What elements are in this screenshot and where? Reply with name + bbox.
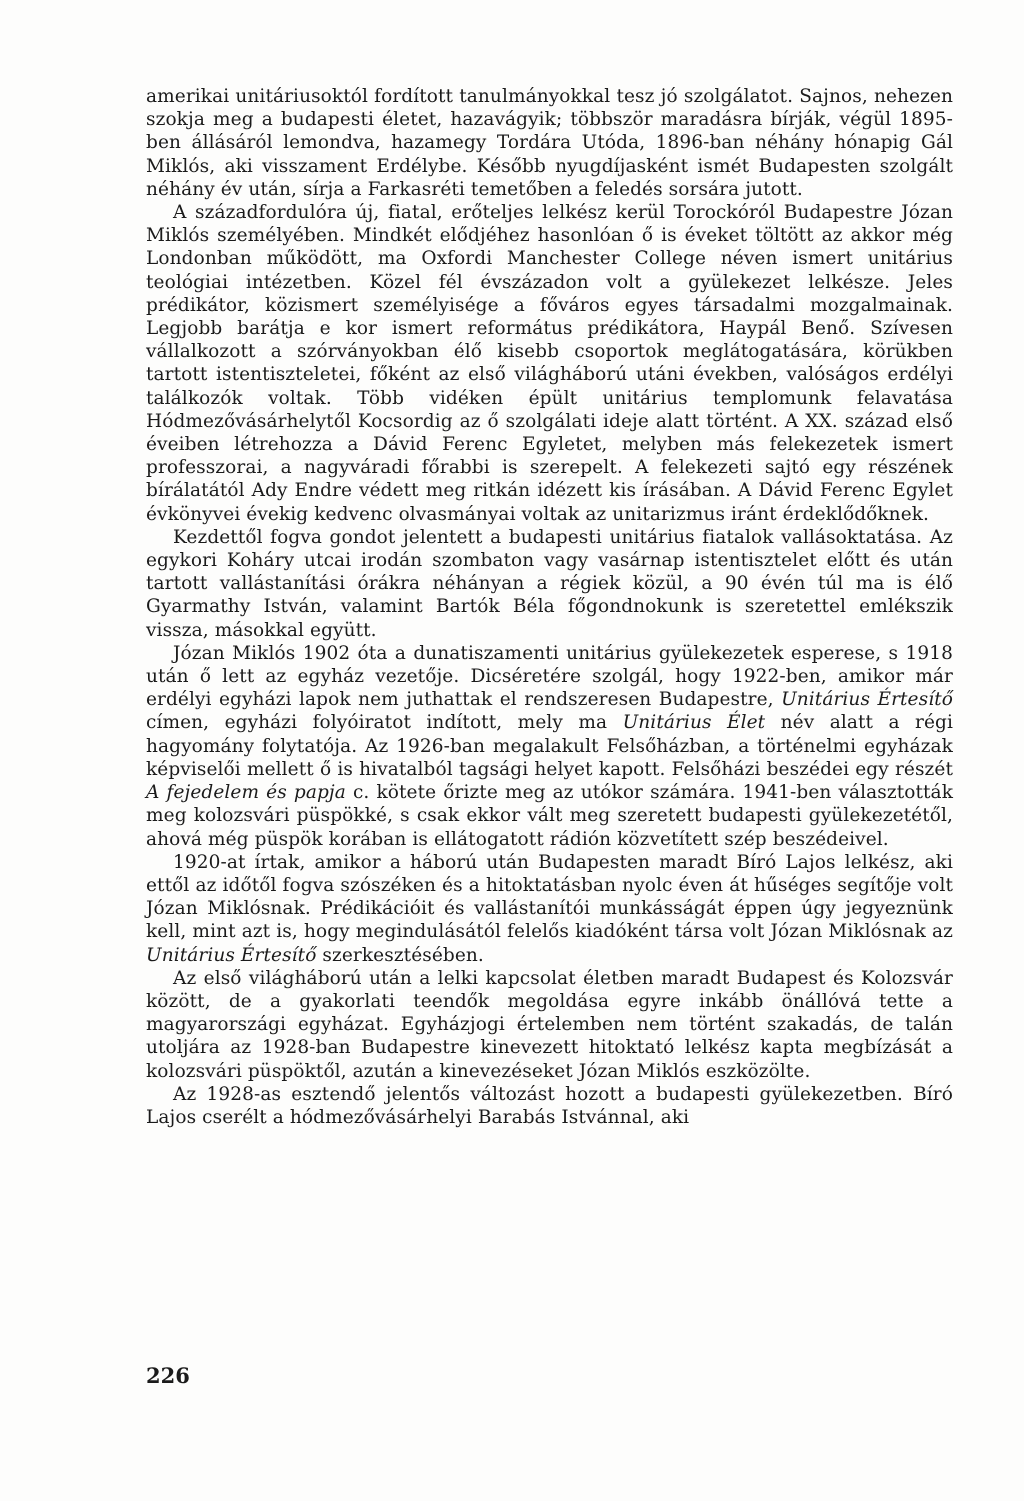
paragraph-5 (146, 851, 953, 967)
paragraph-2: A századfordulóra új, fiatal, erőteljes lelkész kerül Torockóról Budapestre Józan Miklós személyében. Mindkét elődjéhez hasonlóan ő is éveket töltött az akkor még Londonban működött, ma Oxfordi Manchester College néven ismert unitárius teológiai intézetben. Közel fél évszázadon volt a gyülekezet lelkésze. Jeles prédikátor, közismert személyisége a főváros egyes társadalmi mozgalmainak. Legjobb barátja e kor ismert református prédikátora, Haypál Benő. Szívesen vállalkozott a szórványokban élő kisebb csoportok meglátogatására, körükben tartott istentiszteletei, főként az első világháború utáni években, valóságos erdélyi találkozók voltak. Több vidéken épült unitárius templomunk felavatása Hódmezővásárhelytől Kocsordig az ő szolgálati ideje alatt történt. A XX. század első éveiben létrehozza a Dávid Ferenc Egyletet, melyben más felekezetek ismert professzorai, a nagyváradi főrabbi is szerepelt. A felekezeti sajtó egy részének bírálatától Ady Endre védett meg ritkán idézett kis írásában. A Dávid Ferenc Egylet évkönyvei évekig kedvenc olvasmányai voltak az unitarizmus iránt érdeklődőknek. (146, 202, 953, 525)
paragraph-4-text-1: Józan Miklós 1902 óta a dunatiszamenti unitárius gyülekezetek esperese, s 1918 után ő lett az egyház vezetője. Dicséretére szolgál, hogy 1922-ben, amikor már erdélyi egyházi lapok nem juthattak el rendszeresen Budapestre, (146, 642, 953, 711)
journal-title-unitarius-elet: Unitárius Élet (622, 712, 766, 734)
paragraph-4-text-2: címen, egyházi folyóiratot indított, mely ma (146, 712, 623, 734)
paragraph-4-text-4: c. kötete őrizte meg az utókor számára. 1941-ben választották meg kolozsvári püspökké, s csak ekkor vált meg szeretett budapesti gyülekezetétől, ahová még püspök korában is ellátogatott rádión közvetített szép beszédeivel. (146, 782, 954, 850)
page-number: 226 (146, 1363, 190, 1388)
paragraph-5-text-2: szerkesztésében. (316, 944, 484, 966)
paragraph-3: Kezdettől fogva gondot jelentett a budapesti unitárius fiatalok vallásoktatása. Az egykori Koháry utcai irodán szombaton vagy vasárnap istentisztelet előtt és után tartott vallástanítási órákra néhányan a régiek közül, a 90 évén túl ma is élő Gyarmathy István, valamint Bartók Béla főgondnokunk is szeretettel emlékszik vissza, másokkal együtt. (146, 526, 953, 641)
journal-title-unitarius-ertesito: Unitárius Értesítő (781, 689, 953, 711)
paragraph-5-text-1: 1920-at írtak, amikor a háború után Budapesten maradt Bíró Lajos lelkész, aki ettől az időtől fogva szószéken és a hitoktatásban nyolc éven át hűséges segítője volt Józan Miklósnak. Prédikációit és vallástanítói munkásságát éppen úgy jegyeznünk kell, mint azt is, hogy megindulásától felelős kiadóként társa volt Józan Miklósnak az (146, 851, 953, 943)
paragraph-4-text-3: név alatt a régi hagyomány folytatója. Az 1926-ban megalakult Felsőházban, a történelmi egyházak képviselői mellett ő is hivatalból tagsági helyet kapott. Felsőházi beszédei egy részét (146, 712, 954, 780)
journal-title-unitarius-ertesito-2: Unitárius Értesítő (146, 944, 317, 966)
paragraph-1: amerikai unitáriusoktól fordított tanulmányokkal tesz jó szolgálatot. Sajnos, nehezen szokja meg a budapesti életet, hazavágyik; többször maradásra bírják, végül 1895-ben állásáról lemondva, hazamegy Tordára Utóda, 1896-ban néhány hónapig Gál Miklós, aki visszament Erdélybe. Később nyugdíjasként ismét Budapesten szolgált néhány év után, sírja a Farkasréti temetőben a feledés sorsára jutott. (146, 86, 953, 200)
paragraph-4 (146, 642, 953, 851)
body-text (146, 85, 953, 1129)
paragraph-7: Az 1928-as esztendő jelentős változást hozott a budapesti gyülekezetben. Bíró Lajos cserélt a hódmezővásárhelyi Barabás Istvánnal, aki (146, 1083, 953, 1128)
paragraph-6: Az első világháború után a lelki kapcsolat életben maradt Budapest és Kolozsvár között, de a gyakorlati teendők megoldása egyre inkább önállóvá tette a magyarországi egyházat. Egyházjogi értelemben nem történt szakadás, de talán utoljára az 1928-ban Budapestre kinevezett hitoktató lelkész kapta megbízását a kolozsvári püspöktől, azután a kinevezéseket Józan Miklós eszközölte. (146, 967, 953, 1082)
book-title-a-fejedelem-es-papja: A fejedelem és papja (146, 782, 346, 804)
